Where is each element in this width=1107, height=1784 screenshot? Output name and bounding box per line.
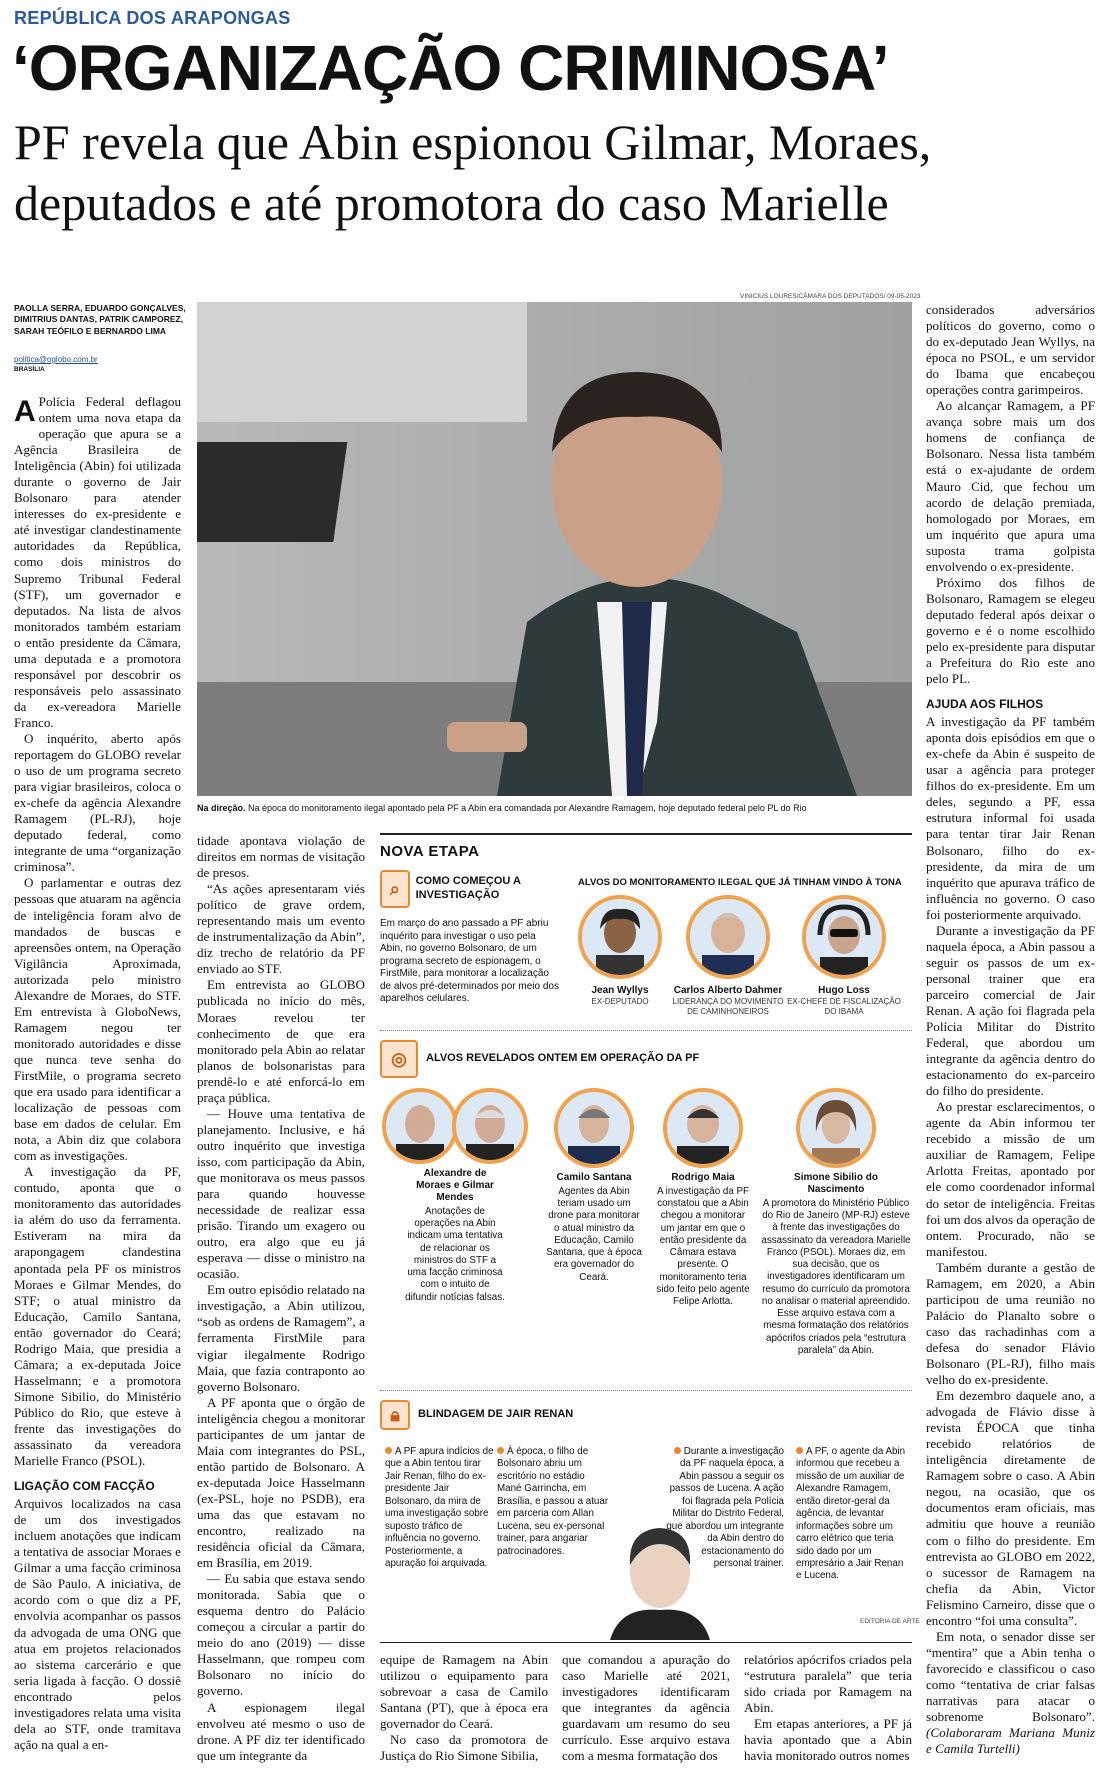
target-name: Jean Wyllys — [591, 985, 649, 996]
graphic-top-rule — [380, 833, 912, 835]
article-paragraph: — Houve uma tentativa de planejamento. Inclusive, e há outro inquérito que investiga isso, com participação da Abin, que monitorava os meus passos para quando houvesse necessidade de realizar essa prisão. Tirando um exagero ou outro, era algo que eu já esperava — disse o ministro na ocasião. — [197, 1105, 365, 1282]
bullet-dot — [674, 1447, 681, 1454]
article-paragraph: equipe de Ramagem na Abin utilizou o equipamento para sobrevoar a casa de Camilo Santana (PT), que à época era governador do Ceará. — [380, 1652, 548, 1732]
avatar — [554, 1088, 634, 1168]
article-paragraph: Em outro episódio relatado na investigação, a Abin utilizou, “sob as ordens de Ramagem”, a ferramenta FirstMile para vigiar ilegalmente Rodrigo Maia, que fazia contraponto ao governo Bolsonaro. — [197, 1282, 365, 1394]
avatar — [452, 1088, 528, 1164]
renan-title: BLINDAGEM DE JAIR RENAN — [418, 1408, 574, 1421]
avatar — [686, 895, 770, 979]
avatar — [382, 1088, 458, 1164]
byline-place: BRASÍLIA — [14, 366, 45, 373]
article-paragraph: Ao prestar esclarecimentos, o agente da Abin informou ter recebido a missão de um auxiliar de Ramagem, Felipe Arlotta Freitas, apontado por ele como coordenador informal do setor de inteligência. Freitas foi um dos alvos da operação de ontem. Procurado, não se manifestou. — [926, 1099, 1095, 1259]
target-description: Agentes da Abin teriam usado um drone para monitorar o atual ministro da Educação, Camilo Santana, que à época era governador do Ceará. — [546, 1186, 642, 1283]
article-paragraph: “As ações apresentaram viés político de grave ordem, representando mais um evento de instrumentalização da Abin”, diz trecho de relatório da PF enviado ao STF. — [197, 881, 365, 977]
article-column-3 — [380, 1652, 548, 1782]
portrait-illustration — [197, 302, 912, 796]
graphic-bottom-rule — [380, 1642, 912, 1643]
article-column-5 — [744, 1652, 912, 1782]
article-paragraph: O parlamentar e outras dez pessoas que atuaram na agência de inteligência foram alvo de mandados de buscas e apreensões ontem, na Operação Vigilância Aproximada, autorizada pelo ministro Alexandre de Moraes, do STF. Em entrevista à GloboNews, Ramagem negou ter monitorado autoridades e disse que nunca teve senha do FirstMile, o programa secreto que era usado para identificar a localização de pessoas com base em dados de celular. Em nota, a Abin diz que colabora com as investigações. — [14, 875, 181, 1164]
magnifier-icon: ⌕ — [380, 870, 410, 908]
ramagem-photo — [197, 302, 912, 796]
article-paragraph: Arquivos localizados na casa de um dos investigados incluem anotações que indicam a tentativa de associar Moraes e Gilmar a uma facção criminosa de São Paulo. A iniciativa, de acordo com o que diz a PF, envolvia acompanhar os passos da advogada de uma ONG que atua em projetos relacionados ao sistema carcerário e que seria ligada à facção. O dossiê encontrado pelos investigadores relata uma visita dela ao STF, onde tramitava ação na qual a en- — [14, 1496, 181, 1752]
article-paragraph: tidade apontava violação de direitos em normas de visitação de presos. — [197, 833, 365, 881]
graphic-title: NOVA ETAPA — [380, 843, 480, 860]
revealed-target-item — [653, 1088, 753, 1308]
article-paragraph: Em entrevista ao GLOBO publicada no início do mês, Moraes revelou ter conhecimento de que era monitorado pela Abin ao relatar planos de bolsonaristas para prendê-lo e até enforcá-lo em praça pública. — [197, 977, 365, 1105]
target-person-icon: ◎ — [380, 1040, 418, 1078]
article-paragraph: Também durante a gestão de Ramagem, em 2020, a Abin participou de uma reunião no Palácio do Planalto sobre o caso das rachadinhas com a defesa do senador Flávio Bolsonaro (PL-RJ), filho mais velho do ex-presidente. — [926, 1259, 1095, 1388]
how-text: Em março do ano passado a PF abriu inquérito para investigar o uso pela Abin, no governo Bolsonaro, de um programa secreto de espionagem, o FirstMile, para monitorar a localização de alvos pré-determinados por meio dos aparelhos celulares. — [380, 918, 559, 1004]
section-subhead: AJUDA AOS FILHOS — [926, 697, 1044, 712]
target-role: LIDERANÇA DO MOVIMENTO DE CAMINHONEIROS — [672, 997, 784, 1016]
article-paragraph: Em nota, o senador disse ser “mentira” que a Abin tenha o favorecido e classificou o caso como “tentativa de criar falsas narrativas para atacar o sobrenome Bolsonaro”. (Colaboraram Mariana Muniz e Camila Turtelli) — [926, 1628, 1095, 1757]
article-column-2 — [197, 833, 365, 1782]
revealed-target-item — [760, 1088, 912, 1357]
article-paragraph: No caso da promotora de Justiça do Rio Simone Sibilia, — [380, 1732, 548, 1764]
subheadline: PF revela que Abin espionou Gilmar, Moraes, deputados e até promotora do caso Marielle — [14, 114, 932, 231]
article-paragraph: A investigação da PF, contudo, aponta que o monitoramento das autoridades ia além do uso da ferramenta. Estiveram na mira da arapongagem clandestina apontada pela PF os ministros Moraes e Gilmar Mendes, do STF; o atual ministro da Educação, Camilo Santana, então governador do Ceará; Rodrigo Maia, que presidia a Câmara; a ex-deputada Joice Hasselmann; e a promotora Simone Sibilio, do Ministério Público do Rio, que esteve à frente das investigações do assassinato da vereadora Marielle Franco (PSOL). — [14, 1164, 181, 1469]
target-role: EX-DEPUTADO — [591, 997, 649, 1006]
target-name: Hugo Loss — [818, 985, 870, 996]
article-paragraph: Em etapas anteriores, a PF já havia apontado que a Abin havia monitorado outros nomes — [744, 1716, 912, 1764]
article-paragraph: A PF aponta que o órgão de inteligência chegou a monitorar participantes de um jantar de Maia com integrantes do PSL, então partido de Bolsonaro. A ex-deputada Joice Hasselmann (ex-PSL, hoje no PSDB), era uma das que estavam no encontro, realizado na residência oficial da Câmara, em Brasília, em 2019. — [197, 1394, 365, 1571]
renan-title-row — [380, 1400, 573, 1430]
bullet-dot — [497, 1447, 504, 1454]
article-paragraph: A Polícia Federal deflagou ontem uma nova etapa da operação que apura se a Agência Brasileira de Inteligência (Abin) foi utilizada durante o governo de Jair Bolsonaro para atender interesses do ex-presidente e até investigar clandestinamente autoridades da República, como dois ministros do Supremo Tribunal Federal (STF), um governador e deputados. Na lista de alvos monitorados também estariam o então presidente da Câmara, uma deputada e a promotora responsável por descobrir os responsáveis pelo assassinato da ex-vereadora Marielle Franco. — [14, 394, 181, 730]
renan-bullet: A PF apura indícios de que a Abin tentou tirar Jair Renan, filho do ex-presidente Jair Bolsonaro, da mira de uma investigação sobre suposto tráfico de influência no governo. Posteriormente, a apuração foi arquivada. — [385, 1446, 494, 1569]
target-name: Alexandre de Moraes e Gilmar Mendes — [416, 1168, 494, 1203]
revealed-target-item — [545, 1088, 643, 1284]
renan-bullet: Durante a investigação da PF naquela época, a Abin passou a seguir os passos de Lucena. A ação foi flagrada pela Polícia Militar do Distrito Federal, que abordou um integrante da Abin dentro do estacionamento do personal trainer. — [666, 1446, 784, 1569]
target-description: A promotora do Ministério Público do Rio de Janeiro (MP-RJ) esteve à frente das investigações do assassinato da vereadora Marielle Franco (PSOL). Moraes diz, em sua decisão, que os investigadores identificaram um resumo do currículo da promotora no analisar o material apreendido. Esse arquivo estava com a mesma formatação dos relatórios apócrifos criados pela “estrutura paralela” da Abin. — [761, 1198, 911, 1356]
target-role: EX-CHEFE DE FISCALIZAÇÃO DO IBAMA — [787, 997, 901, 1016]
article-paragraph: O inquérito, aberto após reportagem do GLOBO revelar o uso de um programa secreto para vigiar brasileiros, coloca o ex-chefe da agência Alexandre Ramagem (PL-RJ), hoje deputado federal, como integrante de uma “organização criminosa”. — [14, 730, 181, 875]
how-title: COMO COMEÇOU A INVESTIGAÇÃO — [415, 875, 521, 901]
article-column-1 — [14, 394, 181, 1782]
section-subhead: LIGAÇÃO COM FACÇÃO — [14, 1479, 155, 1494]
past-target-item — [784, 895, 904, 1016]
target-name: Camilo Santana — [556, 1172, 632, 1183]
avatar — [802, 895, 886, 979]
past-target-item — [565, 895, 675, 1007]
avatar — [578, 895, 662, 979]
byline-authors: PAOLLA SERRA, EDUARDO GONÇALVES, DIMITRIUS DANTAS, PATRIK CAMPOREZ, SARAH TEÓFILO E BERNARDO LIMA — [14, 303, 186, 336]
article-paragraph: A espionagem ilegal envolveu até mesmo o uso de drone. A PF diz ter identificado que um integrante da — [197, 1699, 365, 1763]
target-description: A investigação da PF constatou que a Abin chegou a monitorar um jantar em que o então presidente da Câmara estava presente. O monitoramento teria sido feito pelo agente Felipe Arlotta. — [656, 1186, 750, 1308]
photo-credit: VINICIUS LOURES/CÂMARA DOS DEPUTADOS/ 09-05-2023 — [740, 293, 921, 300]
article-paragraph: Próximo dos filhos de Bolsonaro, Ramagem se elegeu deputado federal após deixar o governo e é o nome escolhido pelo ex-presidente para disputar a Prefeitura do Rio este ano pelo PL. — [926, 574, 1095, 687]
article-column-6 — [926, 302, 1095, 1782]
target-name: Carlos Alberto Dahmer — [673, 985, 783, 996]
padlock-icon: 🔒︎ — [380, 1400, 410, 1430]
past-target-item — [668, 895, 788, 1016]
art-credit: EDITORIA DE ARTE — [860, 1618, 920, 1625]
target-name: Simone Sibilio do Nascimento — [794, 1172, 878, 1195]
headline: ‘ORGANIZAÇÃO CRIMINOSA’ — [12, 32, 889, 104]
photo-caption: Na direção. Na época do monitoramento ilegal apontado pela PF a Abin era comandada por Alexandre Ramagem, hoje deputado federal pelo PL do Rio — [197, 803, 807, 813]
how-it-started-section — [380, 870, 560, 1006]
avatar — [663, 1088, 743, 1168]
article-column-4 — [562, 1652, 730, 1782]
revealed-title: ALVOS REVELADOS ONTEM EM OPERAÇÃO DA PF — [426, 1052, 700, 1065]
bullet-dot — [796, 1447, 803, 1454]
avatar — [796, 1088, 876, 1168]
article-paragraph: considerados adversários políticos do governo, como o do ex-deputado Jean Wyllys, na época no PSOL, e um servidor do Ibama que encabeçou operações contra garimpeiros. — [926, 302, 1095, 398]
renan-bullet: À época, o filho de Bolsonaro abriu um escritório no estádio Mané Garrincha, em Brasília, e passou a atuar em parceria com Allan Lucena, seu ex-personal trainer, para angariar patrocinadores. — [497, 1446, 609, 1557]
divider-dotted — [380, 1390, 912, 1391]
article-paragraph: — Eu sabia que estava sendo monitorada. Sabia que o esquema dentro do Palácio começou a circular a partir do meio do ano (2019) — disse Hasselmann, que rompeu com Bolsonaro no início do governo. — [197, 1571, 365, 1699]
divider-dotted — [380, 1030, 912, 1031]
article-paragraph: Ao alcançar Ramagem, a PF avança sobre mais um dos homens de confiança de Bolsonaro. Nessa lista também está o ex-ajudante de ordem Mauro Cid, que fechou um acordo de delação premiada, homologado por Moraes, em um inquérito que apura uma suposta trama golpista envolvendo o ex-presidente. — [926, 398, 1095, 574]
article-paragraph: Em dezembro daquele ano, a advogada de Flávio disse à revista ÉPOCA que tinha recebido relatórios de inteligência diretamente de Ramagem sobre o caso. A Abin negou, na ocasião, que os documentos eram oficiais, mas admitiu que houve a reunião com o filho do presidente. Em entrevista ao GLOBO em 2022, o sucessor de Ramagem na chefia da Abin, Victor Felismino Carneiro, disse que o encontro “foi uma consulta”. — [926, 1388, 1095, 1628]
article-paragraph: que comandou a apuração do caso Marielle até 2021, investigadores identificaram que integrantes da agência guardavam um resumo do seu currículo. Esse arquivo estava com a mesma formatação dos — [562, 1652, 730, 1764]
article-paragraph: A investigação da PF também aponta dois episódios em que o ex-chefe da Abin é suspeito de usar a agência para proteger filhos do ex-presidente. Em um deles, segundo a PF, essa estrutura informal foi usada para tentar tirar Jair Renan Bolsonaro, filho do ex-presidente, da mira de um inquérito que apurava tráfico de influência no governo. O caso foi posteriormente arquivado. — [926, 714, 1095, 922]
section-kicker: REPÚBLICA DOS ARAPONGAS — [14, 8, 291, 28]
bullet-dot — [385, 1447, 392, 1454]
revealed-title-row — [380, 1040, 699, 1078]
contributors-credit: (Colaboraram Mariana Muniz e Camila Turtelli) — [926, 1725, 1095, 1757]
past-targets-title: ALVOS DO MONITORAMENTO ILEGAL QUE JÁ TINHAM VINDO À TONA — [578, 877, 902, 888]
article-paragraph: Durante a investigação da PF naquela época, a Abin passou a seguir os passos de um ex-personal trainer que era parceiro comercial de Jair Renan. A ação foi flagrada pela Polícia Militar do Distrito Federal, que abordou um integrante da agência dentro do estacionamento do ex-parceiro do filho do presidente. — [926, 922, 1095, 1099]
revealed-target-item — [380, 1088, 530, 1304]
renan-bullet: A PF, o agente da Abin informou que recebeu a missão de um auxiliar de Alexandre Ramagem, então diretor-geral da agência, de levantar informações sobre um carro elétrico que teria sido dado por um empresário a Jair Renan e Lucena. — [796, 1446, 906, 1582]
target-description: Anotações de operações na Abin indicam uma tentativa de relacionar os ministros do STF a uma facção criminosa com o intuito de difundir notícias falsas. — [405, 1206, 505, 1303]
target-name: Rodrigo Maia — [671, 1172, 735, 1183]
byline-email-link[interactable]: politica@oglobo.com.br — [14, 355, 98, 364]
article-paragraph: relatórios apócrifos criados pela “estrutura paralela” que teria sido criada por Ramagem na Abin. — [744, 1652, 912, 1716]
drop-cap: A — [14, 395, 36, 428]
